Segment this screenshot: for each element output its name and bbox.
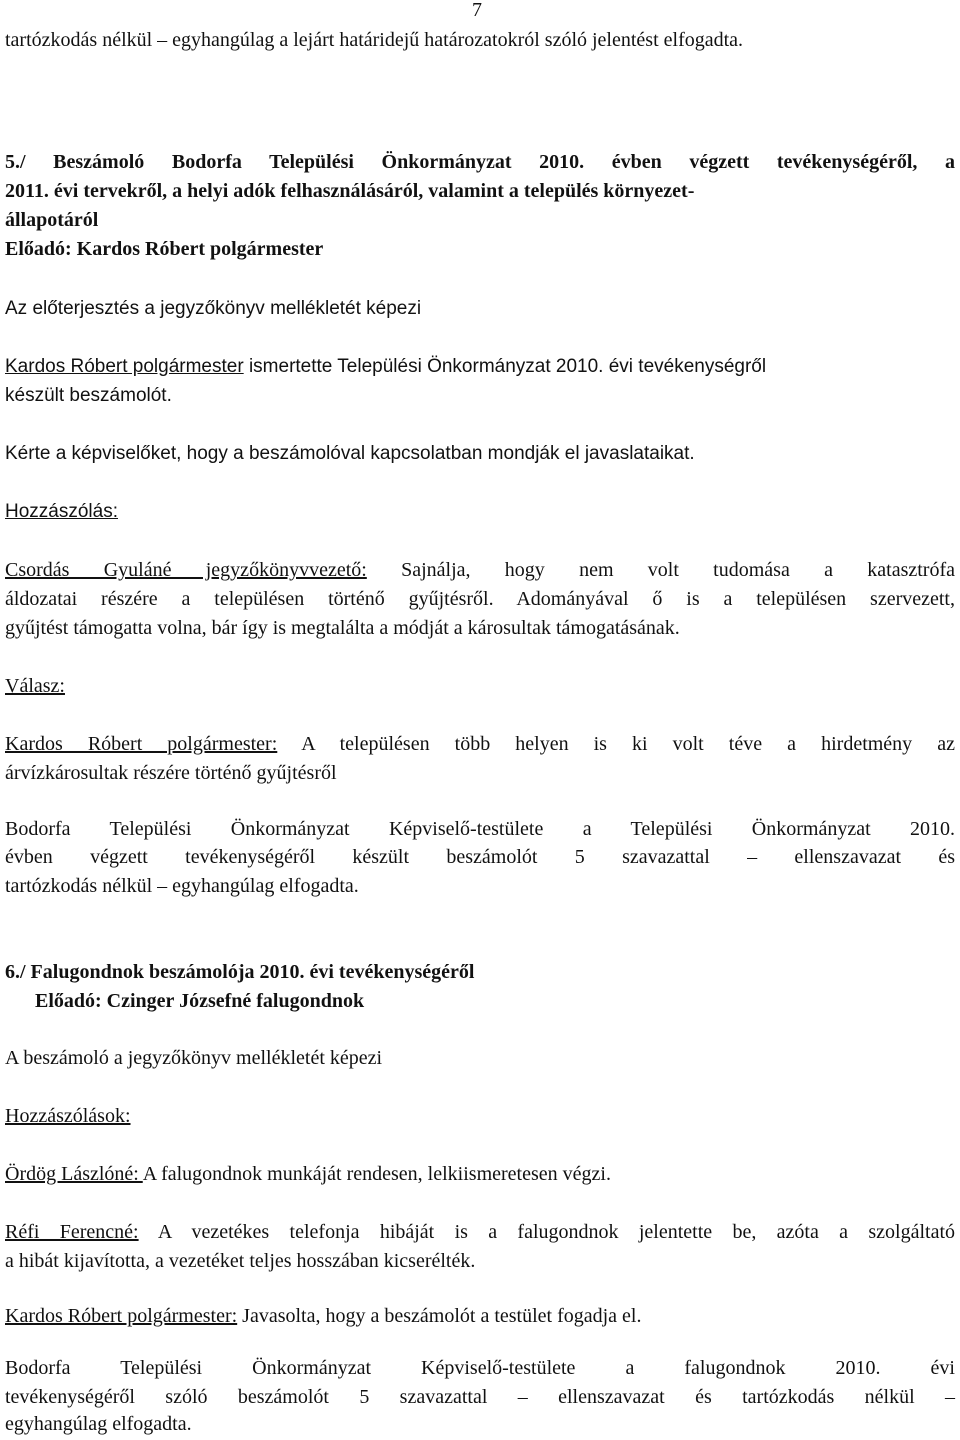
item5-answer-heading: Válasz:: [5, 675, 65, 697]
item6-decision-line2: tevékenységéről szóló beszámolót 5 szavazattal – ellenszavazat és tartózkodás nélkül –: [5, 1386, 955, 1408]
item5-intro-speaker: Kardos Róbert polgármester: [5, 356, 244, 377]
item5-answer1-line2: árvízkárosultak részére történő gyűjtésről: [5, 762, 337, 784]
item5-title-line3: állapotáról: [5, 209, 99, 231]
item5-intro-line1: [5, 352, 955, 381]
item6-comment1-text: A falugondnok munkáját rendesen, lelkiismeretesen végzi.: [142, 1163, 611, 1185]
item6-comment2-line2: a hibát kijavította, a vezetéket teljes hosszában kicserélték.: [5, 1250, 476, 1272]
item6-comments-heading: Hozzászólások:: [5, 1105, 131, 1127]
item6-comment1-speaker: Ördög Lászlóné:: [5, 1163, 143, 1185]
item5-comment-heading: Hozzászólás:: [5, 501, 118, 522]
item5-attachment-note: Az előterjesztés a jegyzőkönyv mellékletét képezi: [5, 298, 422, 319]
item6-comment2-speaker: Réfi Ferencné:: [5, 1221, 139, 1243]
previous-decision-tail: tartózkodás nélkül – egyhangúlag a lejárt határidejű határozatokról szóló jelentést elfogadta.: [5, 29, 744, 51]
item5-decision-line2: évben végzett tevékenységéről készült beszámolót 5 szavazattal – ellenszavazat és: [5, 846, 955, 868]
item5-comment1-line3: gyűjtést támogatta volna, bár így is megtalálta a módját a károsultak támogatásának.: [5, 617, 680, 639]
item5-answer1-text: A településen több helyen is ki volt téve a hirdetmény az: [277, 733, 955, 755]
item6-comment3-text: Javasolta, hogy a beszámolót a testület fogadja el.: [237, 1305, 642, 1327]
item6-comment3-line: [5, 1302, 955, 1331]
item5-title-line1: 5./ Beszámoló Bodorfa Települési Önkormányzat 2010. évben végzett tevékenységéről, a: [5, 151, 955, 173]
item6-comment2-text: A vezetékes telefonja hibáját is a falugondnok jelentette be, azóta a szolgáltató: [138, 1221, 956, 1243]
item5-comment1-line2: [5, 585, 955, 614]
item5-comment1-speaker: Csordás Gyuláné jegyzőkönyvvezető:: [5, 559, 367, 581]
item6-comment1-line: [5, 1160, 955, 1189]
item5-answer1-line1: [5, 730, 955, 759]
item5-request: Kérte a képviselőket, hogy a beszámolóval kapcsolatban mondják el javaslataikat.: [5, 443, 695, 464]
item6-decision-line3: egyhangúlag elfogadta.: [5, 1413, 192, 1435]
item6-presenter: Előadó: Czinger Józsefné falugondnok: [35, 990, 365, 1012]
item6-comment3-speaker: Kardos Róbert polgármester:: [5, 1305, 238, 1327]
item5-decision-line1: Bodorfa Települési Önkormányzat Képviselő-testülete a Települési Önkormányzat 2010.: [5, 818, 955, 840]
item6-decision-line1: Bodorfa Települési Önkormányzat Képviselő-testülete a falugondnok 2010. évi: [5, 1357, 955, 1379]
item5-comment1-text-a: áldozatai részére a településen történő gyűjtésről.: [5, 588, 494, 610]
item5-title-line2: 2011. évi tervekről, a helyi adók felhasználásáról, valamint a település környezet-: [5, 180, 695, 202]
item5-comment1-text-b: Adományával ő is a településen szervezett,: [493, 588, 955, 610]
item5-intro-text: ismertette Települési Önkormányzat 2010. évi tevékenységről: [243, 356, 767, 377]
item5-decision-line3: tartózkodás nélkül – egyhangúlag elfogadta.: [5, 875, 359, 897]
item5-intro-line2: készült beszámolót.: [5, 385, 172, 406]
item6-comment2-line1: [5, 1218, 955, 1247]
item6-attachment-note: A beszámoló a jegyzőkönyv mellékletét képezi: [5, 1047, 383, 1069]
item5-answer1-speaker: Kardos Róbert polgármester:: [5, 733, 278, 755]
item5-comment1-line1: [5, 556, 955, 585]
item6-title: 6./ Falugondnok beszámolója 2010. évi tevékenységéről: [5, 961, 475, 983]
item5-presenter: Előadó: Kardos Róbert polgármester: [5, 238, 324, 260]
page-number: 7: [472, 0, 482, 21]
item5-comment1-text: Sajnálja, hogy nem volt tudomása a katasztrófa: [366, 559, 955, 581]
